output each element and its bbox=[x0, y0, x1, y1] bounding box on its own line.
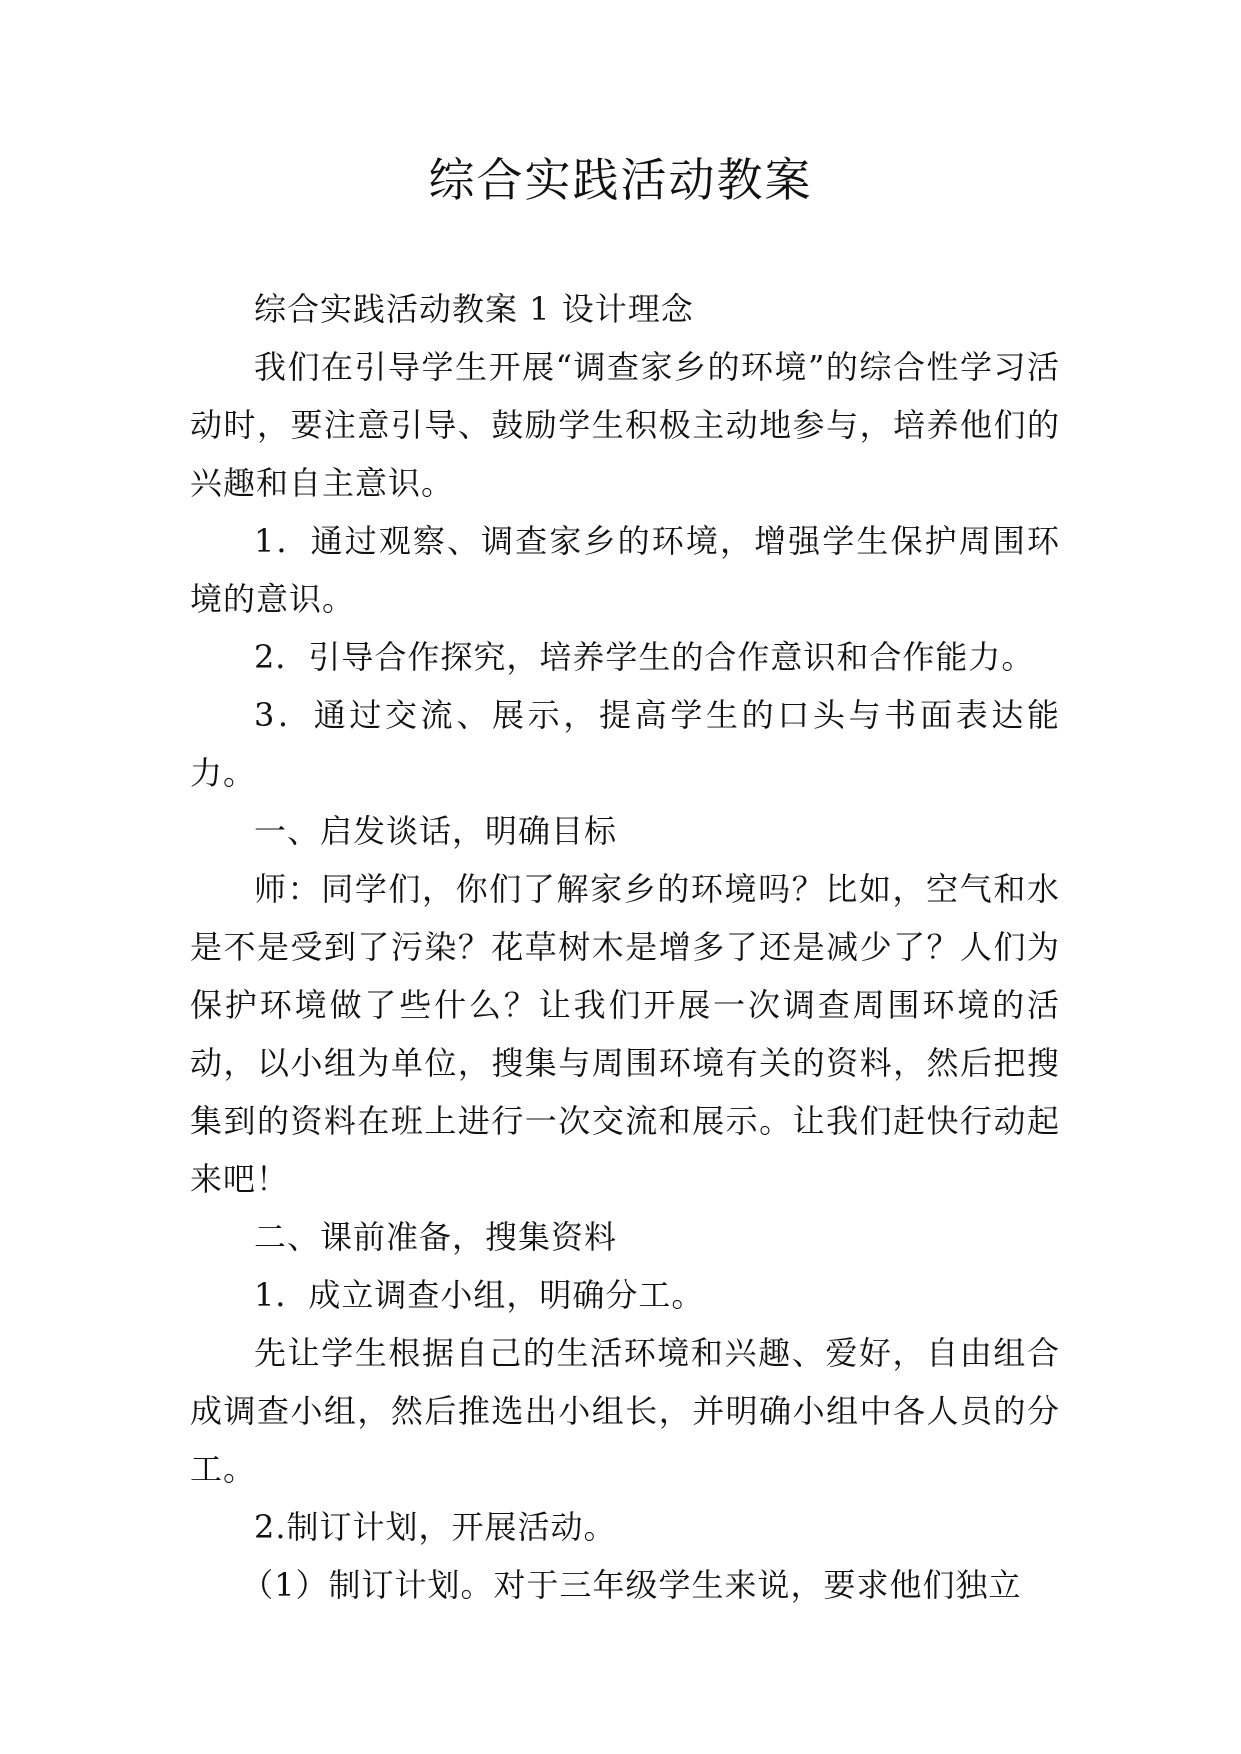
section-heading-2: 二、课前准备，搜集资料 bbox=[254, 1218, 618, 1256]
document-title: 综合实践活动教案 bbox=[428, 153, 813, 207]
paragraph-goal-3: 3．通过交流、展示，提高学生的口头与书面表达能力。 bbox=[190, 696, 1060, 792]
paragraph-goal-2: 2．引导合作探究，培养学生的合作意识和合作能力。 bbox=[254, 638, 1035, 676]
paragraph-intro: 我们在引导学生开展“调查家乡的环境”的综合性学习活动时，要注意引导、鼓励学生积极主动地参与，培养他们的兴趣和自主意识。 bbox=[190, 348, 1060, 502]
paragraph-design-concept: 综合实践活动教案 1 设计理念 bbox=[254, 290, 694, 328]
paragraph-grouping: 先让学生根据自己的生活环境和兴趣、爱好，自由组合成调查小组，然后推选出小组长，并明确小组中各人员的分工。 bbox=[190, 1334, 1060, 1488]
paragraph-goal-1: 1．通过观察、调查家乡的环境，增强学生保护周围环境的意识。 bbox=[190, 522, 1060, 618]
paragraph-step-2: 2.制订计划，开展活动。 bbox=[254, 1508, 617, 1546]
document-body bbox=[190, 280, 1060, 1614]
section-heading-1: 一、启发谈话，明确目标 bbox=[254, 812, 618, 850]
paragraph-teacher-talk: 师：同学们，你们了解家乡的环境吗？比如，空气和水是不是受到了污染？花草树木是增多了还是减少了？人们为保护环境做了些什么？让我们开展一次调查周围环境的活动，以小组为单位，搜集与周围环境有关的资料，然后把搜集到的资料在班上进行一次交流和展示。让我们赶快行动起来吧！ bbox=[190, 870, 1060, 1198]
paragraph-step-1: 1．成立调查小组，明确分工。 bbox=[254, 1276, 705, 1314]
paragraph-plan: （1）制订计划。对于三年级学生来说，要求他们独立 bbox=[241, 1566, 1022, 1604]
